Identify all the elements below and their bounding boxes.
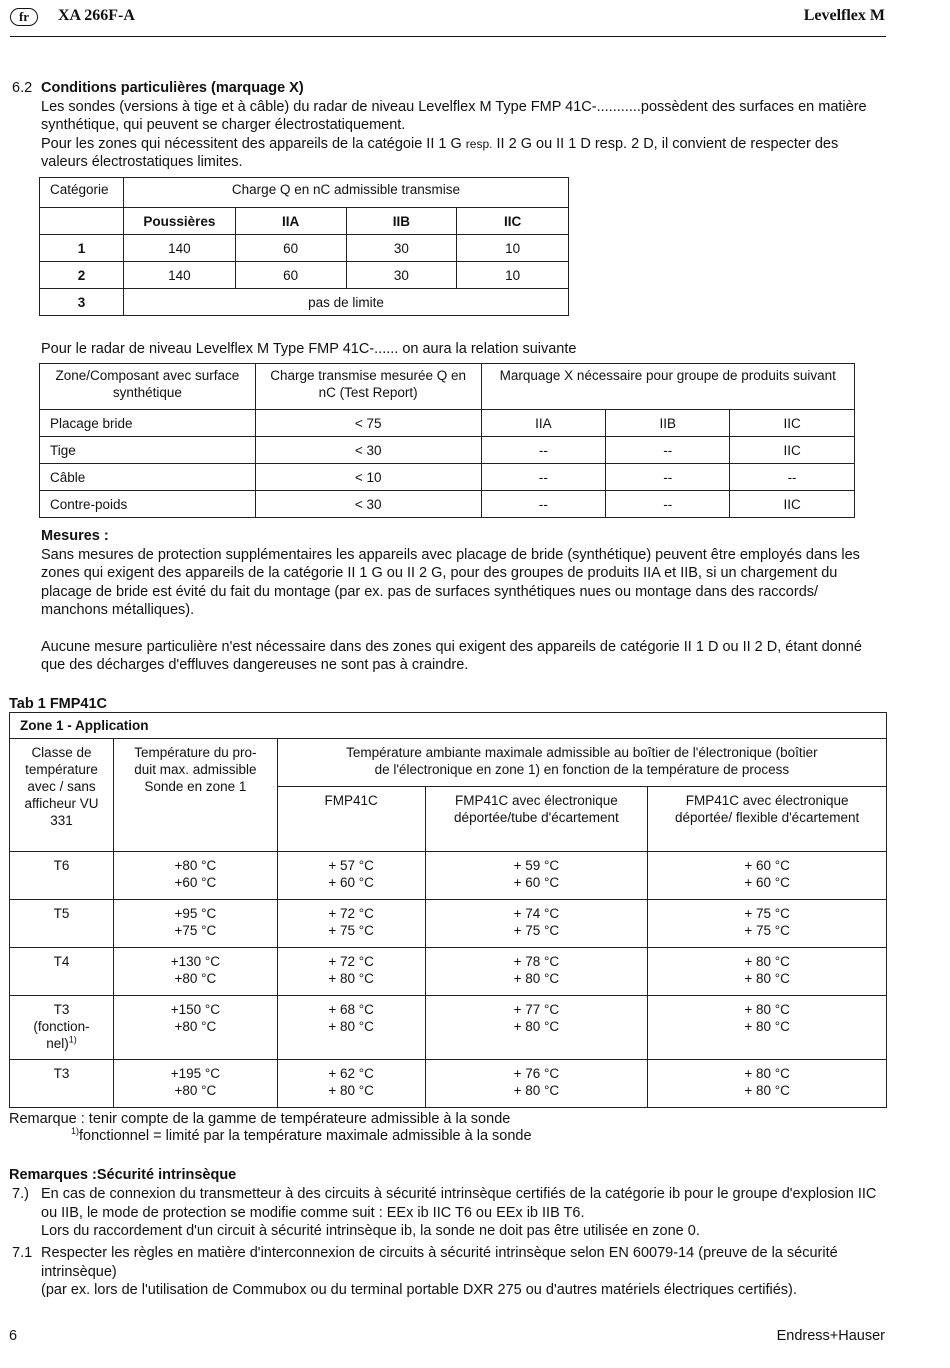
temp-value: + 59 °C <box>513 858 560 873</box>
measures-title: Mesures : <box>41 528 109 544</box>
ambient-cell <box>277 852 425 900</box>
temp-value: + 75 °C <box>328 923 374 938</box>
temp-value: + 60 °C <box>328 875 374 890</box>
temp-value: +80 °C <box>174 971 217 986</box>
class-cell: T5 <box>10 900 114 948</box>
safety-title: Remarques :Sécurité intrinsèque <box>9 1167 237 1183</box>
table-cell: pas de limite <box>123 289 568 316</box>
table-cell: IIC <box>730 491 855 518</box>
remark-1: Remarque : tenir compte de la gamme de températeure admissible à la sonde <box>9 1111 511 1127</box>
col-fmp41c-flex: FMP41C avec électronique déportée/ flexible d'écartement <box>648 787 887 852</box>
table-cell: 10 <box>457 262 569 289</box>
section-body <box>41 79 886 172</box>
temp-value: + 80 °C <box>744 1019 790 1034</box>
table-cell: 30 <box>346 262 457 289</box>
temp-value: + 60 °C <box>744 875 790 890</box>
ambient-cell <box>648 1060 887 1108</box>
table-cell: Tige <box>40 437 256 464</box>
charge-header: Charge Q en nC admissible transmise <box>123 178 568 208</box>
ambient-cell <box>425 852 648 900</box>
class-cell: T4 <box>10 948 114 996</box>
temp-value: +80 °C <box>174 1083 217 1098</box>
temp-value: + 60 °C <box>513 875 560 890</box>
ambient-cell <box>425 1060 648 1108</box>
temp-value: + 76 °C <box>513 1066 560 1081</box>
table-cell: < 30 <box>255 491 481 518</box>
ambient-cell <box>425 996 648 1060</box>
category-cell: 3 <box>40 289 124 316</box>
header-rule <box>10 36 886 37</box>
ambient-cell <box>648 996 887 1060</box>
table-cell: -- <box>606 491 730 518</box>
safety-text: En cas de connexion du transmetteur à des circuits à sécurité intrinsèque certifiés de la catégorie ib pour le groupe d'explosion IIC ou IIB, le mode de protection se modifie comme suit : EEx ib IIC T6 ou EEx ib IIB T6. <box>41 1186 877 1221</box>
temp-value: + 80 °C <box>328 971 374 986</box>
table-row <box>40 437 855 464</box>
item-number: 7.1 <box>12 1245 33 1261</box>
category-cell: 1 <box>40 235 124 262</box>
product-temp-cell <box>113 996 277 1060</box>
measures-paragraph-2: Aucune mesure particulière n'est nécessaire dans des zones qui exigent des appareils de catégorie II 1 D ou II 2 D, étant donné que des décharges d'effluves dangereuses ne sont pas à craindre. <box>41 638 862 673</box>
surface-marking-table <box>39 363 855 518</box>
safety-text: Respecter les règles en matière d'interconnexion de circuits à sécurité intrinsèque selon EN 60079-14 (preuve de la sécurité intrinsèque) <box>41 1245 838 1280</box>
table-cell: 140 <box>123 235 235 262</box>
safety-text: Lors du raccordement d'un circuit à sécurité intrinsèque ib, la sonde ne doit pas être utilisée en zone 0. <box>41 1223 700 1239</box>
safety-item-7-1 <box>41 1244 886 1300</box>
temp-value: + 72 °C <box>328 906 374 921</box>
table-row <box>40 262 569 289</box>
temp-value: + 62 °C <box>328 1066 374 1081</box>
temp-value: + 75 °C <box>513 923 560 938</box>
temp-value: + 80 °C <box>328 1083 374 1098</box>
table-cell: 60 <box>235 235 346 262</box>
temp-value: +150 °C <box>170 1002 221 1017</box>
table-row <box>40 289 569 316</box>
measures-block <box>41 527 886 675</box>
class-cell: T3 <box>10 1060 114 1108</box>
product-temp-cell <box>113 852 277 900</box>
table-cell: IIC <box>730 437 855 464</box>
temperature-table <box>9 712 887 1108</box>
table-cell: -- <box>606 464 730 491</box>
class-label-part: nel) <box>46 1036 69 1051</box>
col-fmp41c: FMP41C <box>277 787 425 852</box>
temp-value: + 77 °C <box>513 1002 560 1017</box>
table-row <box>40 410 855 437</box>
table-cell: < 30 <box>255 437 481 464</box>
product-temp-header: Température du pro-duit max. admissible Sonde en zone 1 <box>113 739 277 852</box>
table-row <box>40 235 569 262</box>
temp-value: + 72 °C <box>328 954 374 969</box>
table-row <box>40 464 855 491</box>
subheader-dust: Poussières <box>123 208 235 235</box>
table-row <box>10 996 887 1060</box>
language-badge: fr <box>10 8 38 26</box>
ambient-cell <box>425 948 648 996</box>
table-cell: < 10 <box>255 464 481 491</box>
temp-value: + 80 °C <box>513 1083 560 1098</box>
safety-text: (par ex. lors de l'utilisation de Commubox ou du terminal portable DXR 275 ou d'autres matériels électriques certifiés). <box>41 1282 797 1298</box>
table-row <box>10 852 887 900</box>
footnote-marker: 1) <box>68 1034 77 1045</box>
section-paragraph-2 <box>41 135 886 172</box>
table-cell: 30 <box>346 235 457 262</box>
item-number: 7.) <box>12 1186 29 1202</box>
ambient-cell <box>277 948 425 996</box>
temp-value: + 80 °C <box>328 1019 374 1034</box>
zone-component-header: Zone/Composant avec surface synthétique <box>40 364 256 410</box>
table-cell: -- <box>730 464 855 491</box>
subheader-iib: IIB <box>346 208 457 235</box>
table-cell: 140 <box>123 262 235 289</box>
table-cell: -- <box>606 437 730 464</box>
table-caption: Tab 1 FMP41C <box>9 696 108 712</box>
table-cell: IIA <box>481 410 606 437</box>
temp-value: + 80 °C <box>744 971 790 986</box>
safety-item-7 <box>41 1185 886 1241</box>
footnote-marker: 1) <box>71 1126 80 1137</box>
table-cell <box>40 208 124 235</box>
product-name: Levelflex M <box>803 7 885 24</box>
document-number: XA 266F-A <box>58 7 135 24</box>
temp-value: + 80 °C <box>513 1019 560 1034</box>
ambient-temp-header: Température ambiante maximale admissible au boîtier de l'électronique (boîtier de l'électronique en zone 1) en fonction de la température de process <box>277 739 886 787</box>
temp-value: +60 °C <box>174 875 217 890</box>
temp-value: + 57 °C <box>328 858 374 873</box>
class-cell: T6 <box>10 852 114 900</box>
zone-header: Zone 1 - Application <box>10 713 887 739</box>
temp-value: +80 °C <box>174 1019 217 1034</box>
table-cell: 10 <box>457 235 569 262</box>
brand-name: Endress+Hauser <box>776 1328 885 1344</box>
product-temp-cell <box>113 948 277 996</box>
temp-value: +195 °C <box>170 1066 221 1081</box>
subheader-iic: IIC <box>457 208 569 235</box>
table-cell: Câble <box>40 464 256 491</box>
temp-value: +80 °C <box>174 858 217 873</box>
table-row <box>10 948 887 996</box>
p2-part-c: II 2 G ou II 1 D resp. 2 D, il convient de respecter des valeurs électrostatiques limites. <box>41 135 839 170</box>
p2-part-a: Pour les zones qui nécessitent des appareils de la catégoie II 1 G <box>41 135 466 152</box>
product-temp-cell <box>113 900 277 948</box>
ambient-cell <box>648 852 887 900</box>
marking-header: Marquage X nécessaire pour groupe de produits suivant <box>481 364 854 410</box>
section-paragraph-1: Les sondes (versions à tige et à câble) du radar de niveau Levelflex M Type FMP 41C-...........possèdent des surfaces en matière synthétique, qui peuvent se charger électrostatiquement. <box>41 98 867 133</box>
table-cell: 60 <box>235 262 346 289</box>
table-row <box>40 491 855 518</box>
col-fmp41c-tube: FMP41C avec électronique déportée/tube d'écartement <box>425 787 648 852</box>
temp-value: +75 °C <box>174 923 217 938</box>
table-cell: -- <box>481 437 606 464</box>
ambient-cell <box>648 900 887 948</box>
temp-value: + 68 °C <box>328 1002 374 1017</box>
page-number: 6 <box>9 1328 18 1344</box>
class-header: Classe de température avec / sans afficheur VU 331 <box>10 739 114 852</box>
table-cell: IIC <box>730 410 855 437</box>
p2-resp: resp. <box>465 136 493 151</box>
relation-intro: Pour le radar de niveau Levelflex M Type FMP 41C-...... on aura la relation suivante <box>41 341 577 357</box>
table-cell: Contre-poids <box>40 491 256 518</box>
temp-value: + 80 °C <box>744 1002 790 1017</box>
temp-value: + 80 °C <box>744 1066 790 1081</box>
table-cell: < 75 <box>255 410 481 437</box>
category-header: Catégorie <box>40 178 124 208</box>
section-number: 6.2 <box>12 80 33 96</box>
temp-value: +130 °C <box>170 954 221 969</box>
table-row <box>10 1060 887 1108</box>
product-temp-cell <box>113 1060 277 1108</box>
section-title: Conditions particulières (marquage X) <box>41 80 304 96</box>
temp-value: + 80 °C <box>744 954 790 969</box>
temp-value: + 60 °C <box>744 858 790 873</box>
subheader-iia: IIA <box>235 208 346 235</box>
class-label <box>10 1035 113 1052</box>
ambient-cell <box>425 900 648 948</box>
temp-value: + 78 °C <box>513 954 560 969</box>
charge-category-table <box>39 177 569 316</box>
remark-2 <box>71 1127 532 1146</box>
table-cell: -- <box>481 464 606 491</box>
temp-value: + 75 °C <box>744 923 790 938</box>
remark-2-text: fonctionnel = limité par la température maximale admissible à la sonde <box>79 1128 532 1144</box>
ambient-cell <box>277 900 425 948</box>
table-row <box>10 900 887 948</box>
table-cell: IIB <box>606 410 730 437</box>
temp-value: + 75 °C <box>744 906 790 921</box>
temp-value: + 74 °C <box>513 906 560 921</box>
class-label: (fonction- <box>33 1019 90 1034</box>
temp-value: +95 °C <box>174 906 217 921</box>
ambient-cell <box>648 948 887 996</box>
temp-value: + 80 °C <box>744 1083 790 1098</box>
category-cell: 2 <box>40 262 124 289</box>
class-cell <box>10 996 114 1060</box>
ambient-cell <box>277 996 425 1060</box>
table-cell: -- <box>481 491 606 518</box>
table-cell: Placage bride <box>40 410 256 437</box>
ambient-cell <box>277 1060 425 1108</box>
measured-charge-header: Charge transmise mesurée Q en nC (Test Report) <box>255 364 481 410</box>
measures-paragraph-1: Sans mesures de protection supplémentaires les appareils avec placage de bride (synthétique) peuvent être employés dans les zones qui exigent des appareils de la catégorie II 1 G ou II 2 G, pour des groupes de produits IIA et IIB, si un chargement du placage de bride est évité du fait du montage (par ex. pas de surfaces synthétiques nues ou montage dans des raccords/ manchons métalliques). <box>41 546 860 618</box>
class-label: T3 <box>53 1002 70 1017</box>
temp-value: + 80 °C <box>513 971 560 986</box>
